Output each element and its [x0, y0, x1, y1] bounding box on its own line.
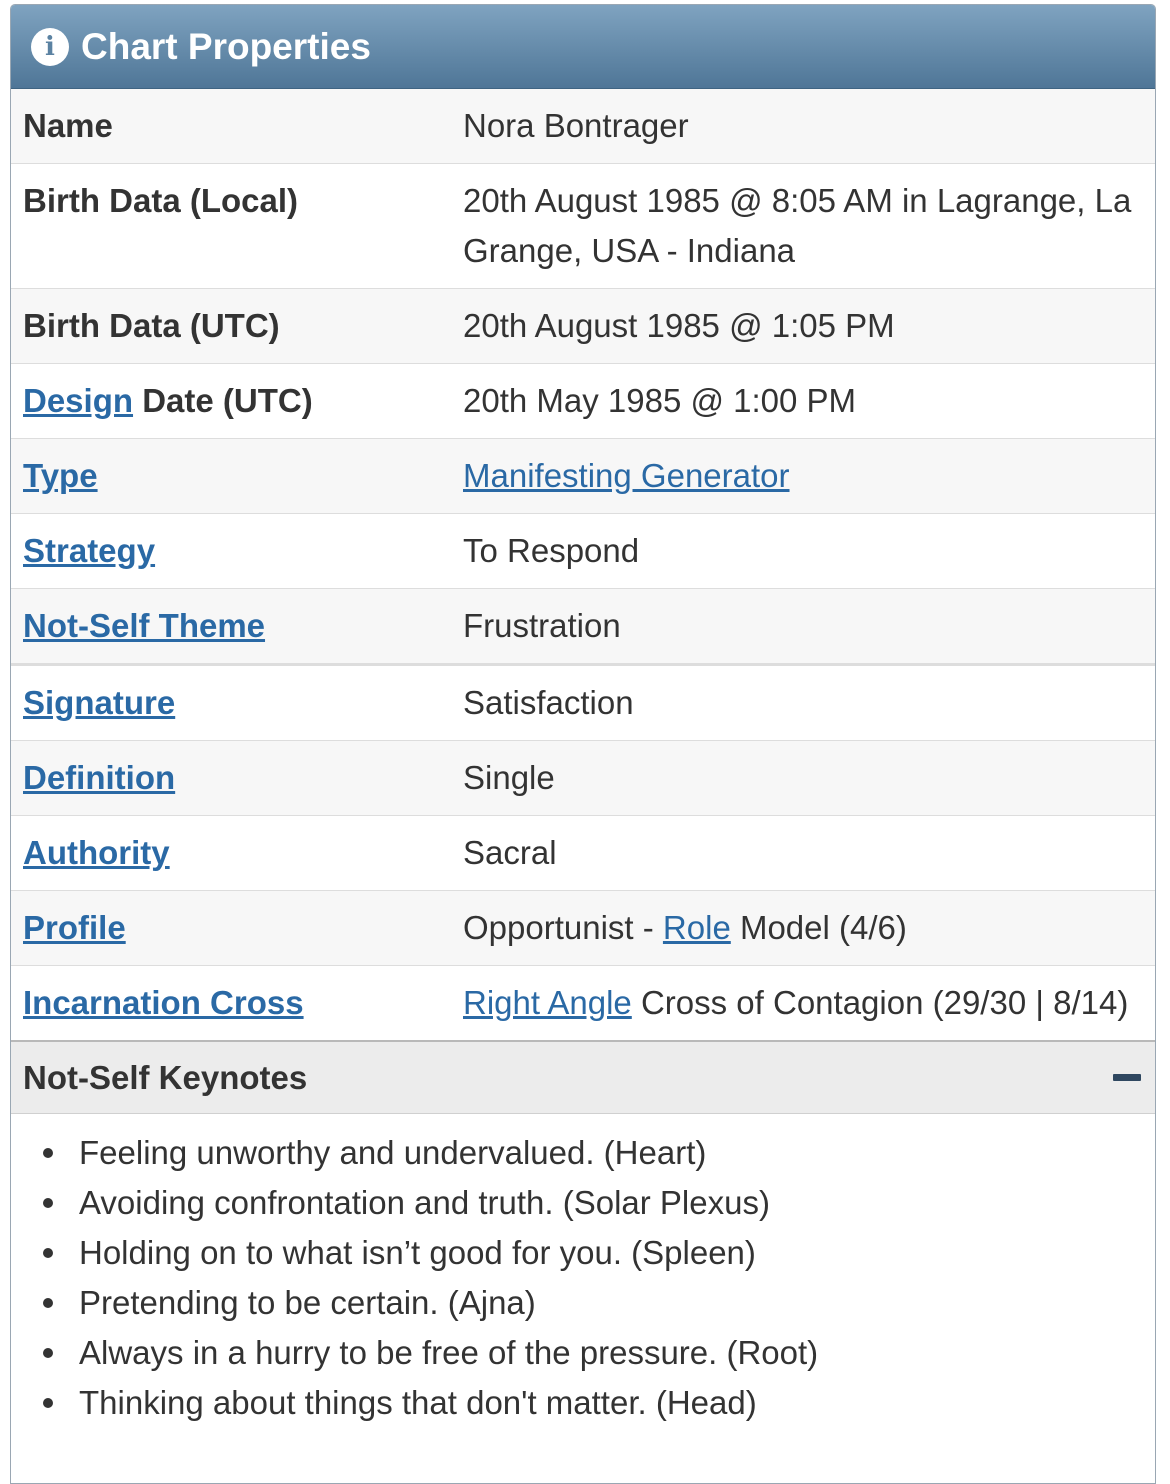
- list-item: Thinking about things that don't matter. (Head): [39, 1378, 1155, 1428]
- incarnation-cross-value: [451, 966, 1155, 1041]
- birth-local-label: Birth Data (Local): [11, 164, 451, 289]
- birth-local-value: 20th August 1985 @ 8:05 AM in Lagrange, La Grange, USA - Indiana: [451, 164, 1155, 289]
- incarnation-cross-link[interactable]: Incarnation Cross: [23, 984, 304, 1021]
- signature-link[interactable]: Signature: [23, 684, 176, 721]
- profile-link[interactable]: Profile: [23, 909, 126, 946]
- profile-value-post: Model (4/6): [730, 909, 907, 946]
- row-signature: [11, 665, 1155, 741]
- row-birth-utc: [11, 289, 1155, 364]
- design-date-label-rest: Date (UTC): [133, 382, 313, 419]
- panel-title: Chart Properties: [81, 25, 371, 67]
- incarnation-cross-label-cell: [11, 966, 451, 1041]
- info-icon: i: [31, 28, 69, 66]
- list-item: Holding on to what isn’t good for you. (Spleen): [39, 1228, 1155, 1278]
- row-strategy: [11, 514, 1155, 589]
- definition-link[interactable]: Definition: [23, 759, 176, 796]
- row-not-self-theme: [11, 589, 1155, 665]
- signature-value: Satisfaction: [451, 665, 1155, 741]
- manifesting-generator-link[interactable]: Manifesting Generator: [463, 457, 790, 494]
- profile-value: [451, 891, 1155, 966]
- row-profile: [11, 891, 1155, 966]
- type-link[interactable]: Type: [23, 457, 98, 494]
- definition-value: Single: [451, 741, 1155, 816]
- authority-label-cell: [11, 816, 451, 891]
- not-self-theme-link[interactable]: Not-Self Theme: [23, 607, 266, 644]
- row-authority: [11, 816, 1155, 891]
- incarnation-cross-value-post: Cross of Contagion (29/30 | 8/14): [631, 984, 1129, 1021]
- list-item: Always in a hurry to be free of the pressure. (Root): [39, 1328, 1155, 1378]
- row-birth-local: [11, 164, 1155, 289]
- row-name: [11, 89, 1155, 164]
- row-definition: [11, 741, 1155, 816]
- row-design-date: [11, 364, 1155, 439]
- not-self-keynotes-header[interactable]: [11, 1040, 1155, 1114]
- strategy-value: To Respond: [451, 514, 1155, 589]
- properties-table: [11, 89, 1155, 1040]
- right-angle-link[interactable]: Right Angle: [463, 984, 632, 1021]
- role-link[interactable]: Role: [662, 909, 731, 946]
- design-link[interactable]: Design: [23, 382, 134, 419]
- list-item: Pretending to be certain. (Ajna): [39, 1278, 1155, 1328]
- list-item: Feeling unworthy and undervalued. (Heart): [39, 1128, 1155, 1178]
- panel-heading: [11, 5, 1155, 89]
- type-label-cell: [11, 439, 451, 514]
- name-value: Nora Bontrager: [451, 89, 1155, 164]
- profile-value-pre: Opportunist -: [463, 909, 663, 946]
- birth-utc-label: Birth Data (UTC): [11, 289, 451, 364]
- signature-label-cell: [11, 665, 451, 741]
- row-type: [11, 439, 1155, 514]
- list-item: Avoiding confrontation and truth. (Solar Plexus): [39, 1178, 1155, 1228]
- not-self-keynotes-title: Not-Self Keynotes: [23, 1058, 308, 1096]
- type-value-cell: [451, 439, 1155, 514]
- strategy-link[interactable]: Strategy: [23, 532, 156, 569]
- not-self-theme-value: Frustration: [451, 589, 1155, 665]
- name-label: Name: [11, 89, 451, 164]
- chart-properties-panel: [10, 4, 1156, 1484]
- design-date-label: [11, 364, 451, 439]
- authority-value: Sacral: [451, 816, 1155, 891]
- row-incarnation-cross: [11, 966, 1155, 1041]
- birth-utc-value: 20th August 1985 @ 1:05 PM: [451, 289, 1155, 364]
- profile-label-cell: [11, 891, 451, 966]
- authority-link[interactable]: Authority: [23, 834, 170, 871]
- strategy-label-cell: [11, 514, 451, 589]
- not-self-theme-label-cell: [11, 589, 451, 665]
- not-self-keynotes-list: [11, 1114, 1155, 1428]
- design-date-value: 20th May 1985 @ 1:00 PM: [451, 364, 1155, 439]
- collapse-icon[interactable]: [1113, 1074, 1141, 1081]
- definition-label-cell: [11, 741, 451, 816]
